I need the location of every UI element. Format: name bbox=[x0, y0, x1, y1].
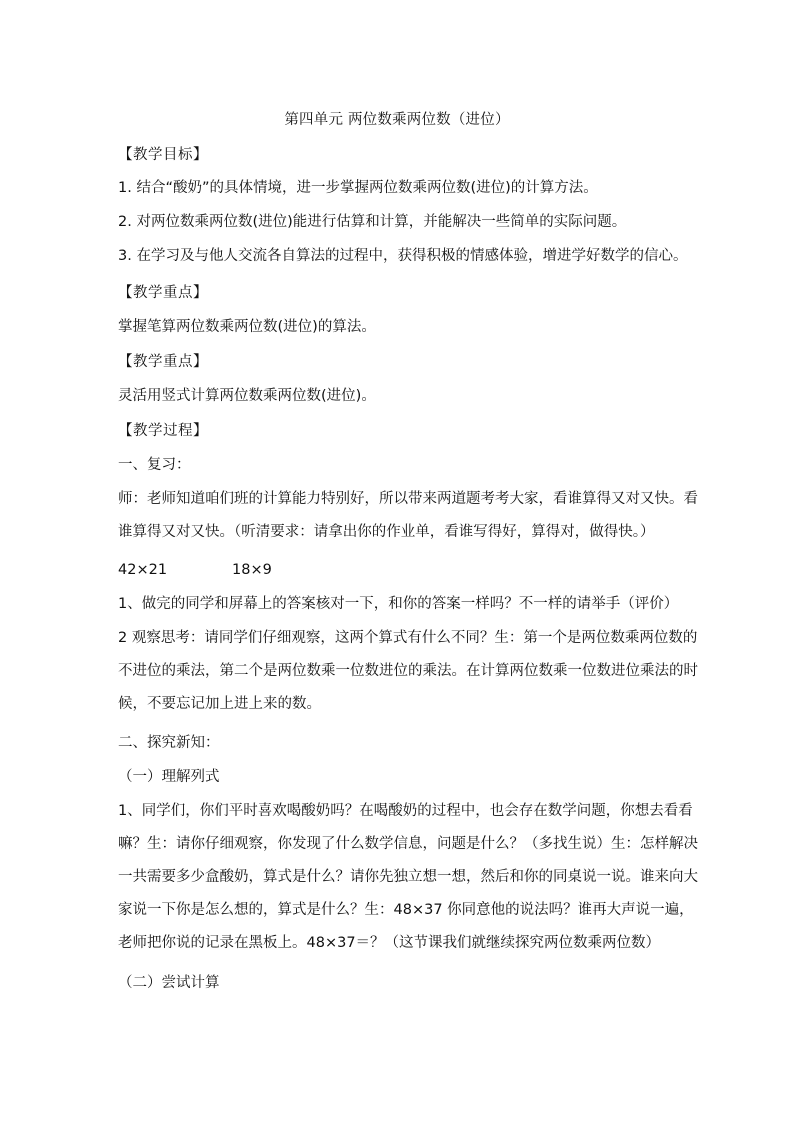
review-line-1: 师：老师知道咱们班的计算能力特别好，所以带来两道题考考大家，看谁算得又对又快。看 bbox=[118, 491, 698, 507]
observe-paragraph bbox=[118, 622, 698, 721]
goal-2: 2. 对两位数乘两位数(进位)能进行估算和计算，并能解决一些简单的实际问题。 bbox=[118, 214, 627, 230]
explore-line-5: 老师把你说的记录在黑板上。48×37＝？（这节课我们就继续探究两位数乘两位数） bbox=[118, 935, 661, 951]
document-title: 第四单元 两位数乘两位数（进位） bbox=[284, 112, 510, 128]
section-review: 一、复习： bbox=[118, 457, 191, 473]
heading-key-points-2: 【教学重点】 bbox=[118, 354, 208, 370]
check-answers-line: 1、做完的同学和屏幕上的答案核对一下，和你的答案一样吗？不一样的请举手（评价） bbox=[118, 596, 679, 612]
subsection-2: （二）尝试计算 bbox=[118, 975, 220, 991]
heading-goals: 【教学目标】 bbox=[118, 147, 208, 163]
expression-1: 42×21 bbox=[118, 562, 168, 578]
expression-2: 18×9 bbox=[232, 562, 272, 578]
explore-line-1: 1、同学们，你们平时喜欢喝酸奶吗？在喝酸奶的过程中，也会存在数学问题，你想去看看 bbox=[118, 803, 693, 819]
key-points-2-text: 灵活用竖式计算两位数乘两位数(进位)。 bbox=[118, 388, 376, 404]
key-points-text: 掌握笔算两位数乘两位数(进位)的算法。 bbox=[118, 319, 376, 335]
goal-1: 1. 结合“酸奶”的具体情境，进一步掌握两位数乘两位数(进位)的计算方法。 bbox=[118, 180, 598, 196]
heading-key-points: 【教学重点】 bbox=[118, 285, 208, 301]
explore-line-3: 一共需要多少盒酸奶，算式是什么？请你先独立想一想，然后和你的同桌说一说。谁来向大 bbox=[118, 869, 698, 885]
review-paragraph bbox=[118, 483, 698, 549]
observe-line-2: 不进位的乘法，第二个是两位数乘一位数进位的乘法。在计算两位数乘一位数进位乘法的时 bbox=[118, 663, 698, 679]
review-line-2: 谁算得又对又快。（听清要求：请拿出你的作业单，看谁写得好，算得对，做得快。） bbox=[118, 524, 655, 540]
explore-paragraph bbox=[118, 795, 698, 960]
observe-line-1: 2 观察思考：请同学们仔细观察，这两个算式有什么不同？生：第一个是两位数乘两位数的 bbox=[118, 630, 698, 646]
observe-line-3: 候，不要忘记加上进上来的数。 bbox=[118, 696, 321, 712]
section-explore: 二、探究新知： bbox=[118, 735, 220, 751]
heading-process: 【教学过程】 bbox=[118, 423, 208, 439]
subsection-1: （一）理解列式 bbox=[118, 769, 220, 785]
goal-3: 3. 在学习及与他人交流各自算法的过程中，获得积极的情感体验，增进学好数学的信心。 bbox=[118, 248, 688, 264]
explore-line-4: 家说一下你是怎么想的，算式是什么？生：48×37 你同意他的说法吗？谁再大声说一遍， bbox=[118, 902, 694, 918]
explore-line-2: 嘛？生：请你仔细观察，你发现了什么数学信息，问题是什么？（多找生说）生：怎样解决 bbox=[118, 836, 698, 852]
